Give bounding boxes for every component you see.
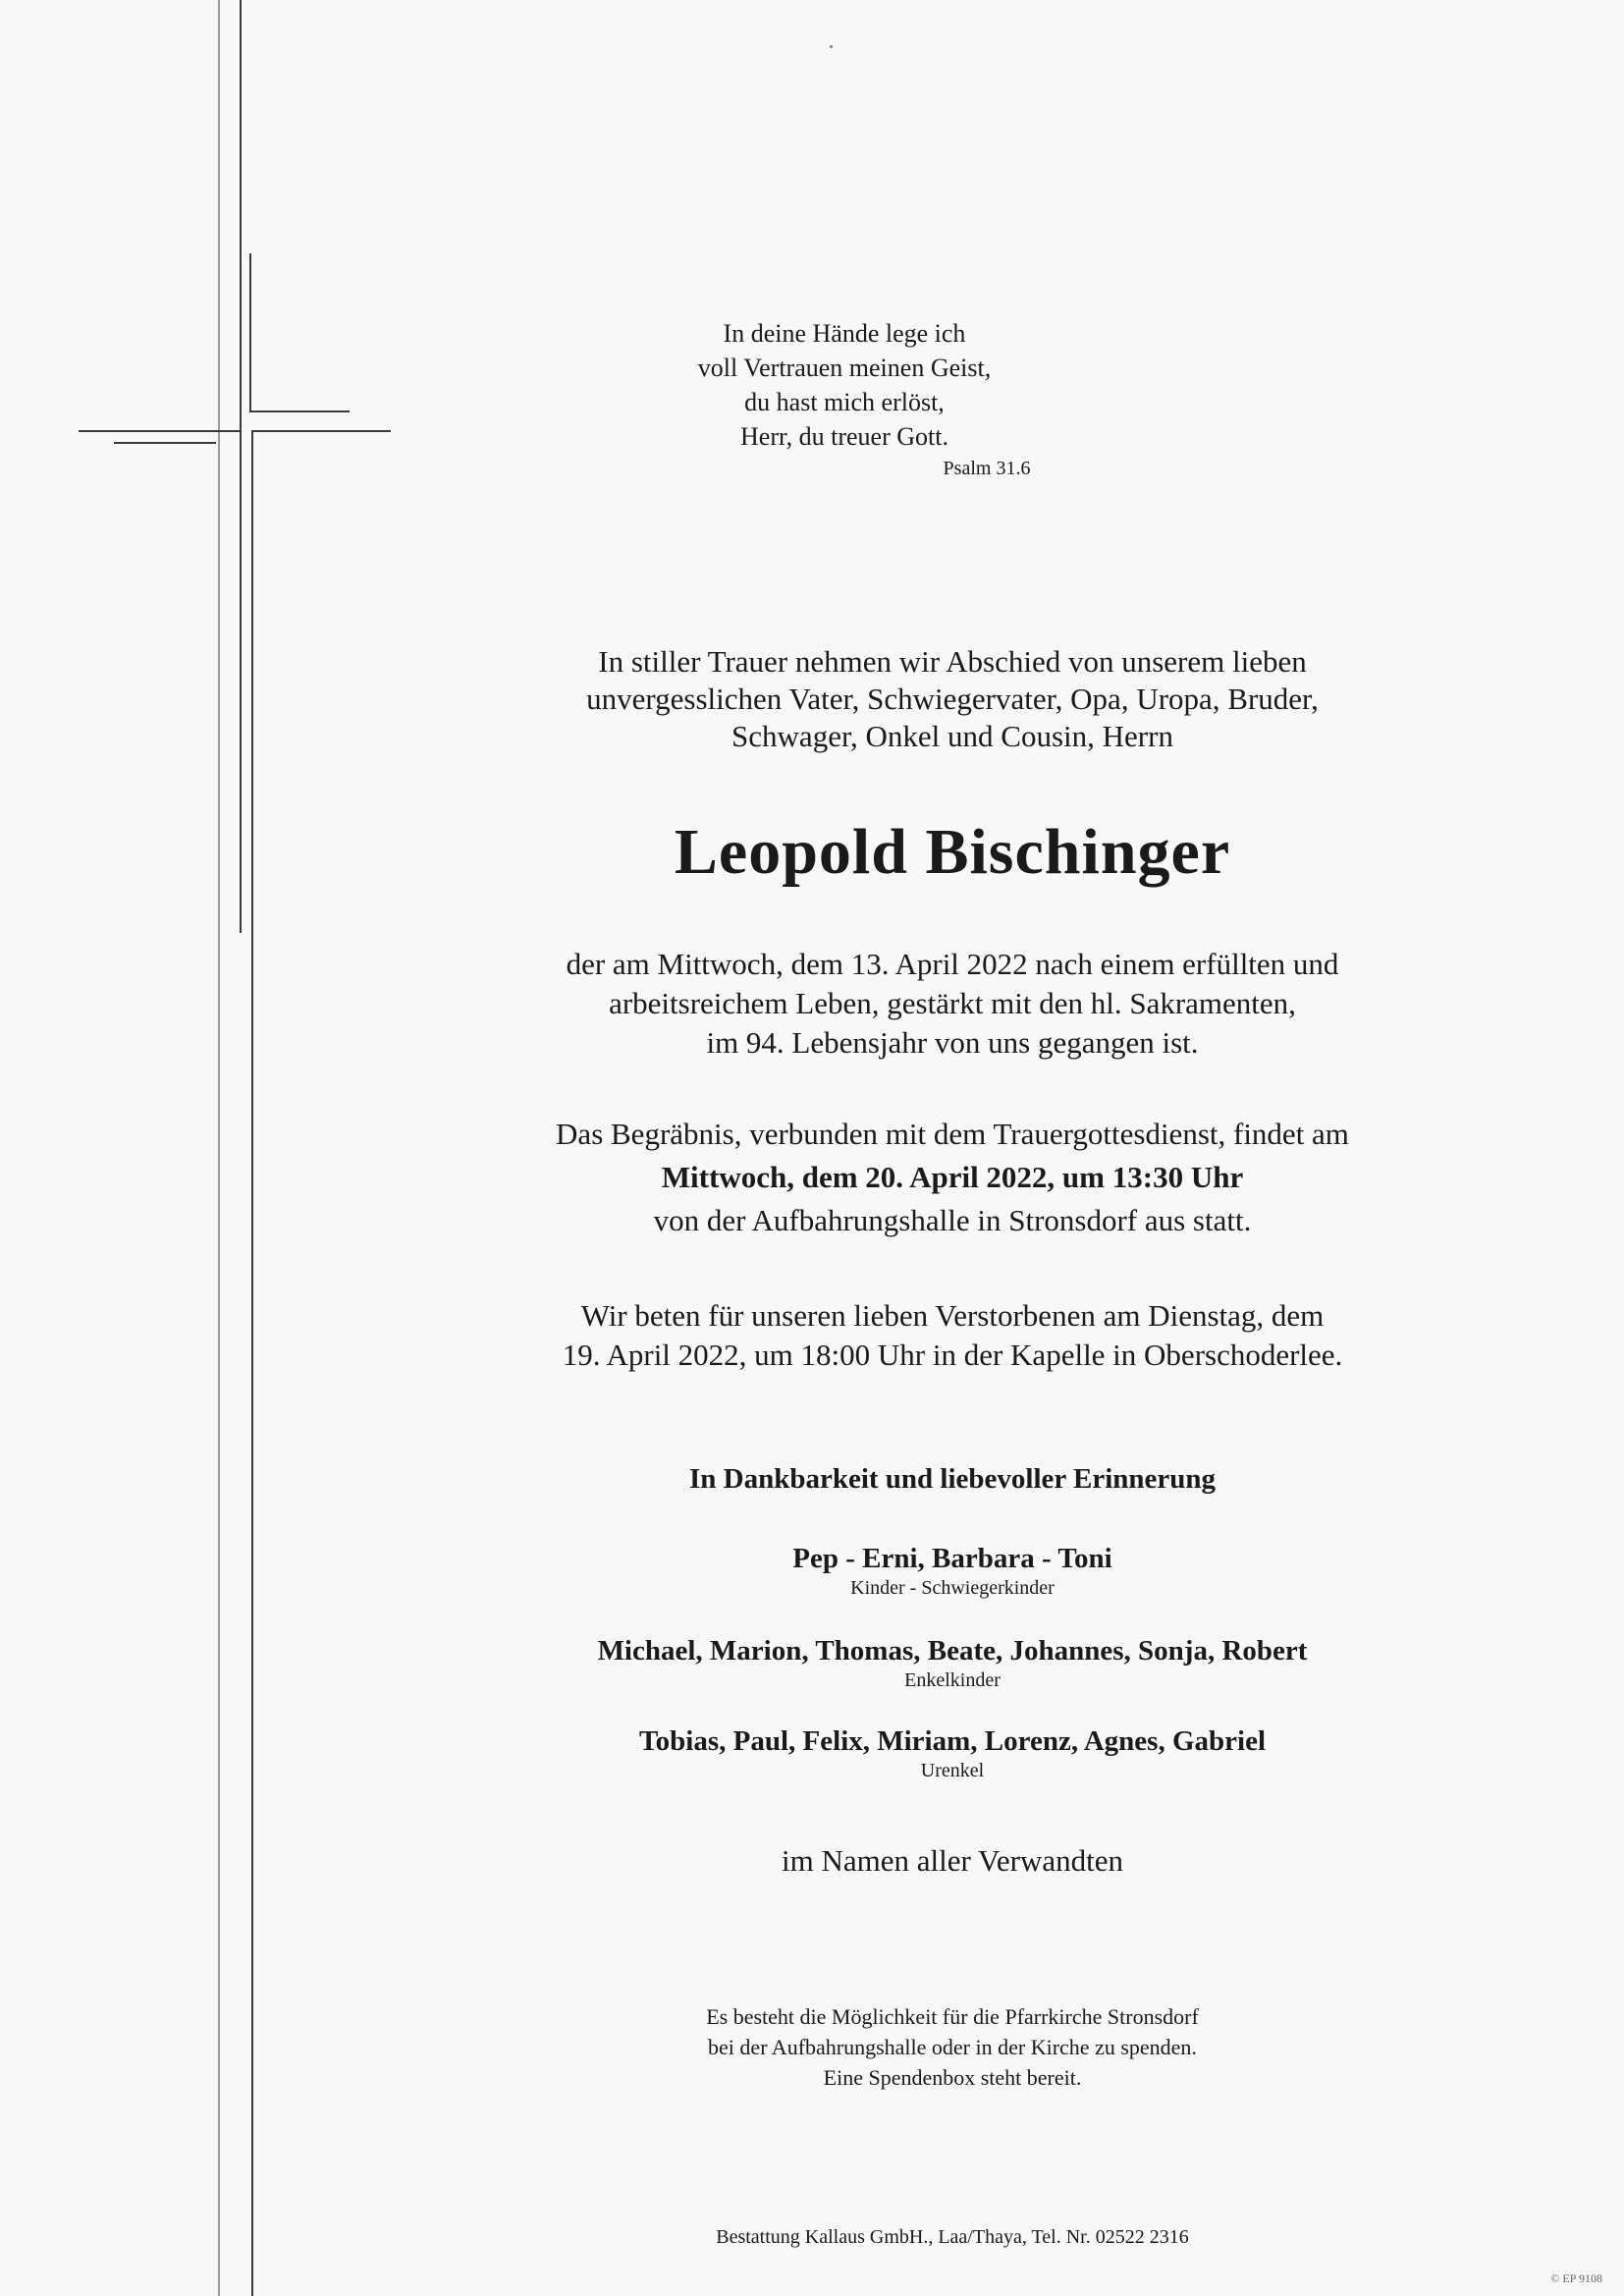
mourners-closing: im Namen aller Verwandten [781, 1843, 1124, 1878]
funeral-line: von der Aufbahrungshalle in Stronsdorf aus statt. [653, 1203, 1252, 1237]
psalm-line: In deine Hände lege ich [723, 319, 966, 348]
donation-note [432, 2001, 1473, 2093]
donation-line: Eine Spendenbox steht bereit. [823, 2065, 1082, 2090]
speck [830, 45, 833, 48]
print-code: © EP 9108 [1550, 2271, 1602, 2285]
death-line: arbeitsreichem Leben, gestärkt mit den hl. Sakramenten, [609, 986, 1296, 1020]
death-notice [432, 945, 1473, 1063]
death-line: im 94. Lebensjahr von uns gegangen ist. [706, 1025, 1199, 1060]
prayer-line: Wir beten für unseren lieben Verstorbenen am Dienstag, dem [580, 1298, 1325, 1333]
mourner-names: Tobias, Paul, Felix, Miriam, Lorenz, Agnes, Gabriel [639, 1725, 1266, 1757]
mourner-group [432, 1542, 1473, 1601]
cross-arm-left [79, 430, 242, 432]
psalm-line: Herr, du treuer Gott. [740, 422, 948, 451]
donation-line: Es besteht die Möglichkeit für die Pfarrkirche Stronsdorf [706, 2004, 1199, 2029]
psalm-verse [628, 316, 1060, 483]
funeral-home-footer: Bestattung Kallaus GmbH., Laa/Thaya, Tel. Nr. 02522 2316 [716, 2226, 1189, 2248]
mourner-group [432, 1634, 1473, 1693]
psalm-line: du hast mich erlöst, [744, 388, 945, 416]
mourners-heading: In Dankbarkeit und liebevoller Erinnerung [688, 1463, 1217, 1495]
prayer-line: 19. April 2022, um 18:00 Uhr in der Kapelle in Oberschoderlee. [562, 1338, 1343, 1372]
mourner-relation: Urenkel [920, 1760, 985, 1781]
deceased-name: Leopold Bischinger [674, 816, 1231, 888]
cross-vertical-upper-left [240, 0, 242, 933]
cross-arm-left-lower [114, 442, 216, 444]
intro-line: unvergesslichen Vater, Schwiegervater, Opa, Uropa, Bruder, [586, 682, 1319, 716]
mourner-names: Michael, Marion, Thomas, Beate, Johannes, Sonja, Robert [597, 1635, 1308, 1667]
prayer-info [432, 1296, 1473, 1375]
intro-text [432, 643, 1473, 755]
cross-vertical-lower [251, 432, 253, 2296]
mourner-group [432, 1724, 1473, 1783]
mourner-names: Pep - Erni, Barbara - Toni [792, 1543, 1112, 1574]
donation-line: bei der Aufbahrungshalle oder in der Kirche zu spenden. [708, 2035, 1197, 2059]
mourner-relation: Enkelkinder [904, 1669, 1001, 1691]
psalm-reference: Psalm 31.6 [943, 458, 1031, 479]
death-line: der am Mittwoch, dem 13. April 2022 nach einem erfüllten und [566, 947, 1339, 981]
intro-line: Schwager, Onkel und Cousin, Herrn [731, 719, 1173, 753]
cross-vertical-upper-right [249, 253, 251, 410]
funeral-info [432, 1113, 1473, 1242]
funeral-date-time: Mittwoch, dem 20. April 2022, um 13:30 Uhr [661, 1160, 1244, 1194]
cross-arm-upper-right [249, 410, 350, 412]
cross-arm-right [251, 430, 391, 432]
funeral-line: Das Begräbnis, verbunden mit dem Trauergottesdienst, findet am [556, 1117, 1349, 1151]
psalm-line: voll Vertrauen meinen Geist, [697, 354, 992, 382]
intro-line: In stiller Trauer nehmen wir Abschied von unserem lieben [598, 644, 1307, 679]
mourner-relation: Kinder - Schwiegerkinder [850, 1577, 1055, 1599]
frame-line-left [218, 0, 220, 2296]
